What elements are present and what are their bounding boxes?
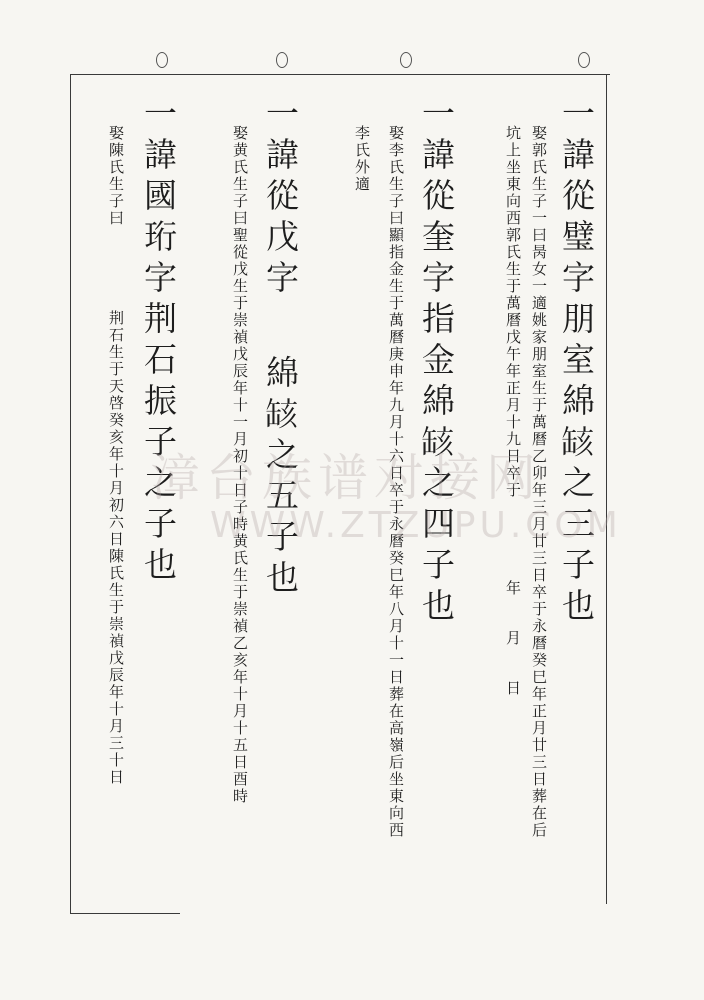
binding-hole-icon [400, 52, 412, 68]
right-border [606, 74, 607, 904]
blank-month: 月 [504, 630, 522, 647]
top-border [70, 74, 610, 75]
entry-note-line-7: 荆石生于天啓癸亥年十月初六日陳氏生于崇禎戊辰年十月三十日 [107, 310, 125, 786]
entry-heading-congkui: 一諱從奎字指金綿𦈲之四子也 [417, 96, 456, 629]
entry-note-line-1: 娶郭氏生子一曰昺女一適姚家朋室生于萬曆乙卯年三月廿三日卒于永曆癸巳年正月廿三日葬在后 [530, 125, 548, 839]
entry-heading-congwu-cont: 綿𦈲之五子也 [261, 355, 300, 601]
entry-heading-congwu: 一諱從戊字 [261, 96, 300, 301]
entry-heading-guoheng: 一諱國珩字荆石振子之子也 [139, 96, 178, 588]
bottom-border [70, 913, 180, 914]
entry-heading-congbi: 一諱從璧字朋室綿𦈲之三子也 [557, 96, 596, 629]
watermark-url: WWW.ZTZUPU.COM [210, 505, 622, 546]
entry-note-line-6: 娶陳氏生子曰 [107, 125, 125, 227]
left-border [70, 74, 71, 914]
entry-note-line-3: 娶李氏生子曰顯指金生于萬曆庚申年九月十六日卒于永曆癸巳年八月十一日葬在高嶺后坐東向西 [387, 125, 405, 839]
entry-note-line-2: 坑上坐東向西郭氏生于萬曆戊午年正月十九日卒于 [504, 125, 522, 499]
entry-note-line-4: 李氏外適 [353, 125, 371, 193]
blank-year: 年 [504, 580, 522, 597]
binding-hole-icon [156, 52, 168, 68]
binding-hole-icon [578, 52, 590, 68]
entry-note-line-5: 娶黄氏生子曰聖從戊生于崇禎戊辰年十一月初十日子時黄氏生于崇禎乙亥年十月十五日酉時 [231, 125, 249, 805]
blank-day: 日 [504, 680, 522, 697]
binding-hole-icon [276, 52, 288, 68]
watermark-chinese: 漳台族谱对接网 [150, 449, 542, 507]
